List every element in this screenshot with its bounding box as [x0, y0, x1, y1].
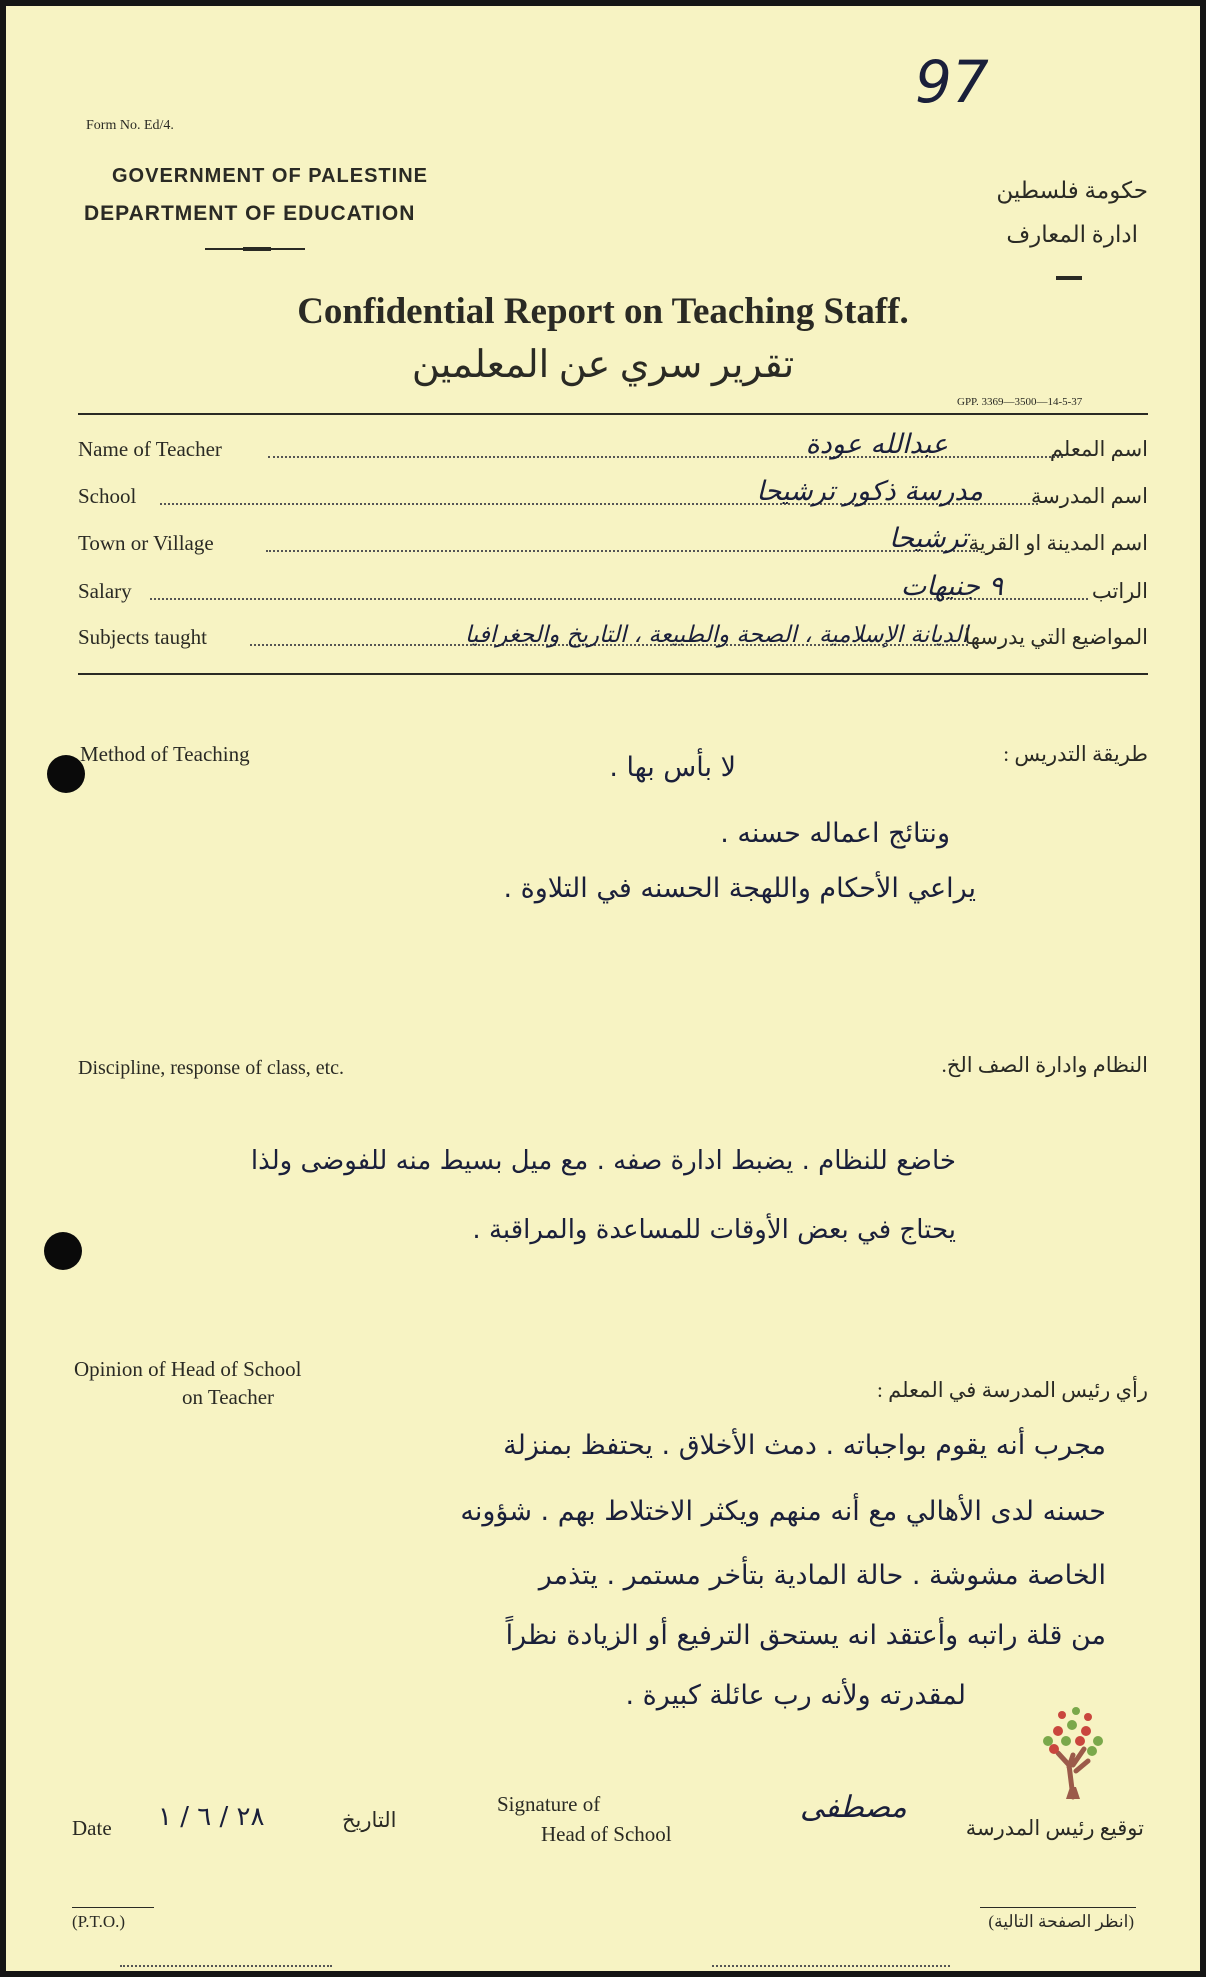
- gov-title-en: GOVERNMENT OF PALESTINE: [112, 165, 428, 187]
- punch-hole: [44, 1232, 82, 1270]
- opinion-line-2: حسنه لدى الأهالي مع أنه منهم ويكثر الاختلاط بهم . شؤونه: [460, 1496, 1106, 1527]
- page-number: 97: [915, 48, 989, 116]
- field-label-subjects-ar: المواضيع التي يدرسها: [964, 625, 1148, 649]
- field-label-salary: Salary: [78, 579, 132, 603]
- fields-bottom-rule: [78, 673, 1148, 675]
- opinion-label-en-1: Opinion of Head of School: [74, 1357, 302, 1381]
- date-label-en: Date: [72, 1816, 112, 1840]
- sig-value: مصطفى: [800, 1790, 907, 1825]
- salary-value: ٩ جنيهات: [900, 571, 1003, 602]
- subjects-value: الديانة الإسلامية ، الصحة والطبيعة ، التاريخ والجغرافيا: [464, 622, 968, 648]
- report-title-en: Confidential Report on Teaching Staff.: [297, 291, 909, 332]
- field-label-town-ar: اسم المدينة او القرية: [968, 531, 1148, 555]
- field-label-school: School: [78, 484, 137, 508]
- method-line-3: يراعي الأحكام واللهجة الحسنه في التلاوة .: [503, 873, 976, 904]
- dept-title-en: DEPARTMENT OF EDUCATION: [84, 202, 416, 225]
- method-line-2: ونتائج اعماله حسنه .: [720, 818, 950, 849]
- field-label-salary-ar: الراتب: [1091, 579, 1148, 603]
- discipline-line-2: يحتاج في بعض الأوقات للمساعدة والمراقبة .: [472, 1215, 956, 1245]
- sig-dots: [712, 1842, 950, 1967]
- field-label-subjects: Subjects taught: [78, 625, 207, 649]
- footer-rule-left: [72, 1907, 154, 1908]
- opinion-line-5: لمقدرته ولأنه رب عائلة كبيرة .: [625, 1680, 966, 1711]
- field-salary: [78, 570, 1148, 610]
- opinion-line-3: الخاصة مشوشة . حالة المادية بتأخر مستمر . يتذمر: [538, 1560, 1106, 1591]
- date-dots: [120, 1838, 332, 1967]
- sig-label-1: Signature of: [497, 1792, 601, 1816]
- teacher-name-value: عبدالله عودة: [805, 429, 948, 460]
- field-subjects: [78, 616, 1148, 656]
- sig-label-2: Head of School: [541, 1822, 672, 1846]
- opinion-label-en-2: on Teacher: [182, 1385, 275, 1409]
- date-value: ٢٨ / ٦ / ١: [158, 1802, 265, 1832]
- method-label-en: Method of Teaching: [80, 742, 250, 766]
- discipline-label-ar: النظام وادارة الصف الخ.: [941, 1053, 1148, 1077]
- top-rule: [78, 413, 1148, 415]
- field-school: [78, 475, 1148, 515]
- dept-title-ar: ادارة المعارف: [1006, 222, 1138, 247]
- field-town: [78, 522, 1148, 562]
- school-value: مدرسة ذكور ترشيحا: [756, 476, 983, 507]
- field-label-town: Town or Village: [78, 531, 214, 555]
- field-label-name-ar: اسم المعلم: [1049, 437, 1148, 461]
- field-dots: [266, 550, 978, 552]
- report-title-ar: تقرير سري عن المعلمين: [411, 344, 795, 386]
- field-label-name: Name of Teacher: [78, 437, 222, 461]
- discipline-line-1: خاضع للنظام . يضبط ادارة صفه . مع ميل بسيط منه للفوضى ولذا: [250, 1146, 956, 1176]
- field-label-school-ar: اسم المدرسة: [1030, 484, 1148, 508]
- gov-title-ar: حكومة فلسطين: [996, 178, 1148, 203]
- pto-en: (P.T.O.): [72, 1912, 126, 1931]
- form-number: Form No. Ed/4.: [86, 118, 174, 133]
- opinion-line-4: من قلة راتبه وأعتقد انه يستحق الترفيع أو الزيادة نظراً: [505, 1620, 1106, 1651]
- footer-rule-right: [980, 1907, 1136, 1908]
- archive-tree-logo: [1036, 1705, 1110, 1801]
- sig-label-ar: توقيع رئيس المدرسة: [965, 1816, 1144, 1840]
- field-name: [78, 428, 1148, 468]
- method-label-ar: طريقة التدريس :: [1003, 742, 1148, 766]
- gpp-code: GPP. 3369—3500—14-5-37: [957, 396, 1083, 408]
- town-value: ترشيحا: [889, 523, 968, 554]
- pto-ar: (انظر الصفحة التالية): [988, 1912, 1134, 1931]
- discipline-label-en: Discipline, response of class, etc.: [78, 1057, 345, 1079]
- opinion-line-1: مجرب أنه يقوم بواجباته . دمث الأخلاق . يحتفظ بمنزلة: [503, 1430, 1106, 1461]
- date-label-ar: التاريخ: [342, 1808, 397, 1832]
- opinion-label-ar: رأي رئيس المدرسة في المعلم :: [877, 1378, 1148, 1402]
- method-line-1: لا بأس بها .: [609, 752, 736, 783]
- header-divider-right: [1056, 276, 1082, 280]
- header-divider-left-bold: [243, 247, 271, 251]
